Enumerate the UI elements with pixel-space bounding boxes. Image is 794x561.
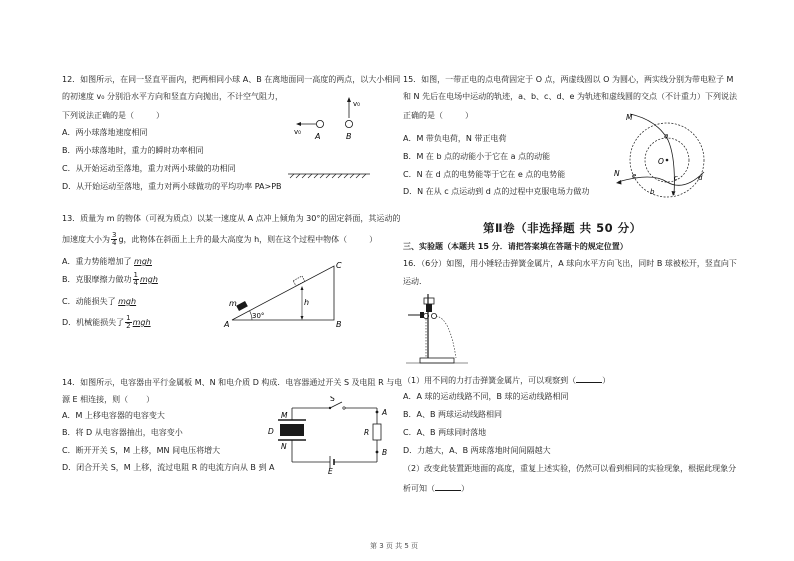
q14-label-r: R (364, 428, 370, 437)
q15-label-n: N (614, 169, 620, 178)
q15-center-o (666, 159, 669, 162)
q15-stem-line3: 正确的是（ ） (403, 111, 473, 120)
q12-stem-line1: 12．如图所示，在同一竖直平面内，把两相同小球 A、B 在离地面同一高度的两点，以大小相同 (62, 75, 401, 84)
q14-stem-line2: 源 E 相连接，则（ ） (62, 395, 155, 404)
q16-option-a: A．A 球的运动线路不同，B 球的运动线路相同 (403, 392, 569, 401)
q16-stand-base (420, 358, 454, 363)
q16-option-b: B．A、B 两球运动线路相同 (403, 410, 502, 419)
q12-label-v0-b: v₀ (353, 100, 360, 108)
q14-option-d: D．闭合开关 S，M 上移，流过电阻 R 的电流方向从 B 到 A (62, 463, 275, 472)
q15-label-d: d (698, 174, 703, 182)
q14-label-d: D (268, 427, 274, 436)
q13-fraction-3-4: $\frac{3}{4}$ (112, 231, 117, 247)
q15-label-c: c (674, 174, 678, 182)
q12-arrow-up-head (347, 97, 351, 102)
q12-stem-line3: 下列说法正确的是（ ） (62, 111, 164, 120)
q16-part2-line1: （2）改变此装置距地面的高度，重复上述实验，仍然可以看到相同的实验现象，根据此现象分 (403, 464, 737, 473)
q15-label-m: M (626, 113, 633, 122)
q13-label-c: C (336, 261, 342, 270)
q13-option-a: A．重力势能增加了 mgh (62, 257, 152, 266)
part2-subtitle: 三、实验题（本题共 15 分．请把答案填在答题卡的规定位置） (403, 242, 628, 251)
q13-label-m: m (229, 299, 237, 308)
q12-label-b: B (346, 132, 352, 141)
q12-ground-hatch (290, 174, 366, 178)
q14-label-a: A (382, 408, 388, 417)
q12-arrow-left-head (296, 122, 301, 126)
q16-part1: （1）用不同的力打击弹簧金属片，可以观察到（ ） (403, 373, 610, 386)
q16-part1-blank[interactable] (576, 373, 602, 383)
q15-trajectory-n (618, 172, 704, 185)
q14-stem-line1: 14．如图所示，电容器由平行金属板 M、N 和电介质 D 构成．电容器通过开关 S 及电阻 R 与电 (62, 378, 403, 387)
q12-option-a: A．两小球落地速度相同 (62, 128, 148, 137)
page-footer: 第 3 页 共 5 页 (370, 542, 419, 550)
q15-label-o: O (658, 157, 664, 166)
q13-incline-figure (222, 258, 352, 330)
q14-label-b: B (382, 448, 388, 457)
q15-option-c: C．N 在 d 点的电势能等于它在 e 点的电势能 (403, 170, 566, 179)
q14-dielectric-d (280, 424, 304, 436)
q14-label-s: S (330, 396, 335, 403)
q14-option-c: C．断开开关 S，M 上移，MN 间电压将增大 (62, 446, 221, 455)
q15-label-b: b (650, 188, 655, 196)
q15-option-a: A．M 带负电荷，N 带正电荷 (403, 134, 507, 143)
q16-part2-line2: 析可知（ ） (403, 481, 469, 494)
q15-field-figure (612, 110, 712, 198)
q16-option-d: D．力越大，A、B 两球落地时间间隔越大 (403, 446, 551, 455)
q16-path-a (436, 316, 456, 358)
q15-label-e: e (632, 172, 637, 180)
q14-label-e: E (328, 467, 333, 474)
q13-label-h: h (304, 298, 310, 307)
q16-clamp (426, 304, 432, 312)
q14-label-m: M (281, 411, 288, 420)
q12-option-d: D．从开始运动至落地，重力对两小球做功的平均功率 PA>PB (62, 182, 282, 191)
q16-stem-line2: 运动． (403, 277, 427, 286)
q14-resistor-r (373, 424, 381, 440)
q12-ball-b (345, 120, 352, 127)
q16-part2-blank[interactable] (435, 481, 461, 491)
q16-apparatus-figure (406, 288, 470, 368)
q12-label-v0-a: v₀ (294, 128, 301, 136)
q13-option-d: D．机械能损失了 $\frac{1}{2}$ mgh (62, 314, 151, 330)
q13-incline (232, 266, 334, 320)
q13-stem-line2: 加速度大小为 $\frac{3}{4}$ g，此物体在斜面上上升的最大高度为 h，则在这个过程中物体（ ） (62, 231, 378, 247)
q15-stem-line1: 15．如图，一带正电的点电荷固定于 O 点，两虚线圆以 O 为圆心，两实线分别为带电粒子 M (403, 75, 734, 84)
q16-option-c: C．A、B 两球同时落地 (403, 428, 487, 437)
part2-title: 第Ⅱ卷（非选择题 共 50 分） (483, 221, 642, 235)
q12-ball-a (316, 120, 323, 127)
q12-option-c: C．从开始运动至落地，重力对两小球做的功相同 (62, 164, 236, 173)
q15-label-a: a (664, 132, 669, 140)
q14-label-n: N (281, 442, 287, 451)
q13-option-c: C．动能损失了 mgh (62, 297, 137, 306)
q15-option-b: B．M 在 b 点的动能小于它在 a 点的动能 (403, 152, 551, 161)
q12-option-b: B．两小球落地时，重力的瞬时功率相同 (62, 146, 204, 155)
q13-stem-line1: 13．质量为 m 的物体（可视为质点）以某一速度从 A 点冲上倾角为 30°的固定斜面，其运动的 (62, 214, 401, 223)
q16-ball-a (431, 313, 436, 318)
q13-angle-label: 30° (252, 312, 265, 320)
q15-stem-line2: 和 N 先后在电场中运动的轨迹，a、b、c、d、e 为轨迹和虚线圆的交点（不计重力）下列说法 (403, 92, 737, 101)
q13-option-b: B．克服摩擦力做功 $\frac{1}{4}$ mgh (62, 271, 158, 287)
q12-label-a: A (315, 132, 321, 141)
q15-option-d: D．N 在从 c 点运动到 d 点的过程中克服电场力做功 (403, 187, 590, 196)
q13-label-a: A (224, 320, 230, 329)
q14-option-a: A．M 上移电容器的电容变大 (62, 411, 165, 420)
q13-label-b: B (336, 320, 342, 329)
q14-option-b: B．将 D 从电容器抽出，电容变小 (62, 428, 183, 437)
q13-block-start (236, 301, 248, 311)
q12-stem-line2: 的初速度 v₀ 分别沿水平方向和竖直方向抛出，不计空气阻力， (62, 92, 284, 101)
q14-circuit-figure (264, 396, 394, 474)
q13-block-top (293, 276, 305, 286)
q12-figure (286, 94, 376, 182)
q16-stem-line1: 16．（6分）如图，用小锤轻击弹簧金属片，A 球向水平方向飞出，同时 B 球被松开，竖直向下 (403, 259, 737, 268)
